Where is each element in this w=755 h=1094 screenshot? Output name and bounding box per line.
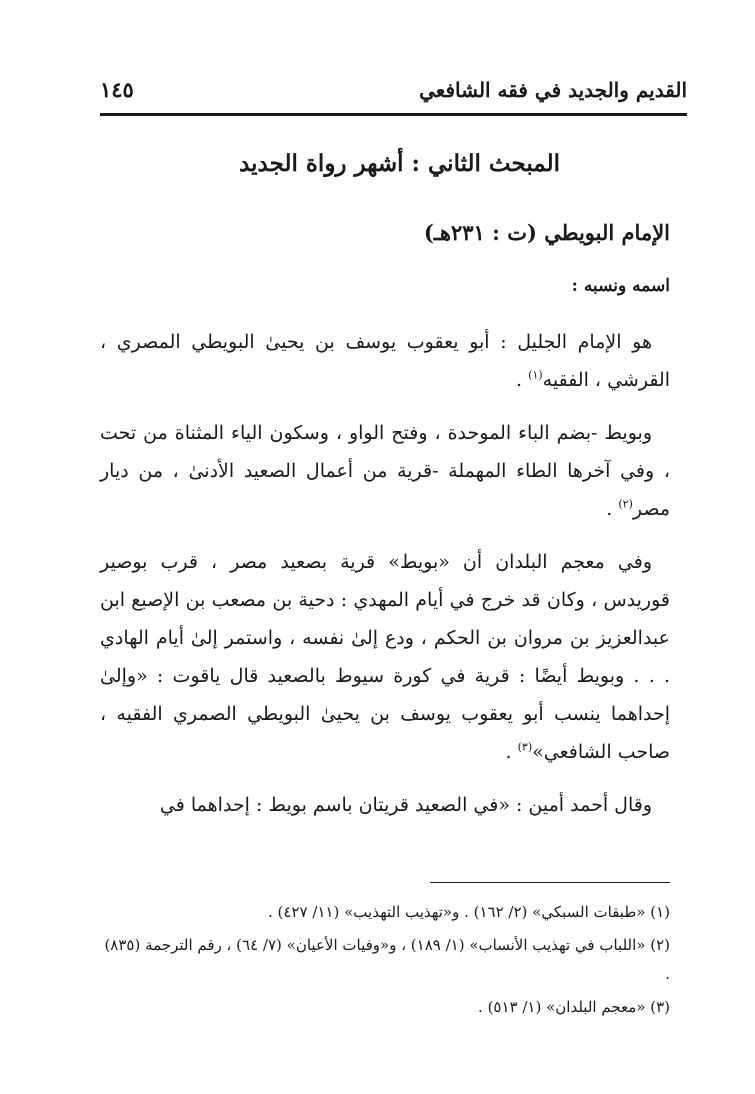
paragraph-tail: . [606,498,619,520]
footnote: (٣) «معجم البلدان» (١/ ٥١٣) . [478,998,670,1016]
paragraph-tail: . [505,741,518,763]
paragraph-text: وفي معجم البلدان أن «بويط» قرية بصعيد مصر ، قرب بوصير قوريدس ، وكان قد خرج في أيام المهدي : دحية بن مصعب بن الإصبع ابن عبدالعزيز بن مروان بن الحكم ، ودع إلىٰ نفسه ، واستمر إلىٰ أيام الهادي . . . وبويط أيضًا : قرية في كورة سيوط بالصعيد قال ياقوت : «وإلىٰ إحداهما ينسب أبو يعقوب يوسف بن يحيىٰ البويطي الصمري الفقيه ، صاحب الشافعي» [100,551,670,763]
paragraph-text: هو الإمام الجليل : أبو يعقوب يوسف بن يحيىٰ البويطي المصري ، القرشي ، الفقيه [100,331,670,391]
footnote-ref[interactable]: (٢) [618,497,633,511]
body-text [100,323,670,824]
name-heading: اسمه ونسبه : [571,276,670,296]
running-header [100,62,687,102]
paragraph-text: وقال أحمد أمين : «في الصعيد قريتان باسم بويط : إحداهما في [159,794,652,816]
footnotes [100,898,670,1026]
footnote: (٢) «اللباب في تهذيب الأنساب» (١/ ١٨٩) ، و«وفيات الأعيان» (٧/ ٦٤) ، رقم الترجمة (٨٣٥) . [104,936,670,983]
footnote-ref[interactable]: (٣) [517,740,533,754]
paragraph-text: وبويط -بضم الباء الموحدة ، وفتح الواو ، وسكون الياء المثناة من تحت ، وفي آخرها الطاء المهملة -قرية من أعمال الصعيد الأدنىٰ ، من ديار مصر [100,422,670,520]
footnote-rule [430,882,670,883]
page-number: ١٤٥ [100,77,134,102]
paragraph [100,414,670,528]
paragraph-tail: . [516,369,529,391]
footnote-ref[interactable]: (١) [528,368,543,382]
paragraph [100,323,670,399]
footnote: (١) «طبقات السبكي» (٢/ ١٦٢) . و«تهذيب التهذيب» (١١/ ٤٢٧) . [267,903,670,921]
paragraph [100,786,670,824]
header-rule [100,113,687,116]
paragraph [100,543,670,771]
section-title: المبحث الثاني : أشهر رواة الجديد [239,150,560,177]
running-title: القديم والجديد في فقه الشافعي [419,78,687,102]
imam-heading: الإمام البويطي (ت : ٢٣١هـ) [423,220,670,245]
